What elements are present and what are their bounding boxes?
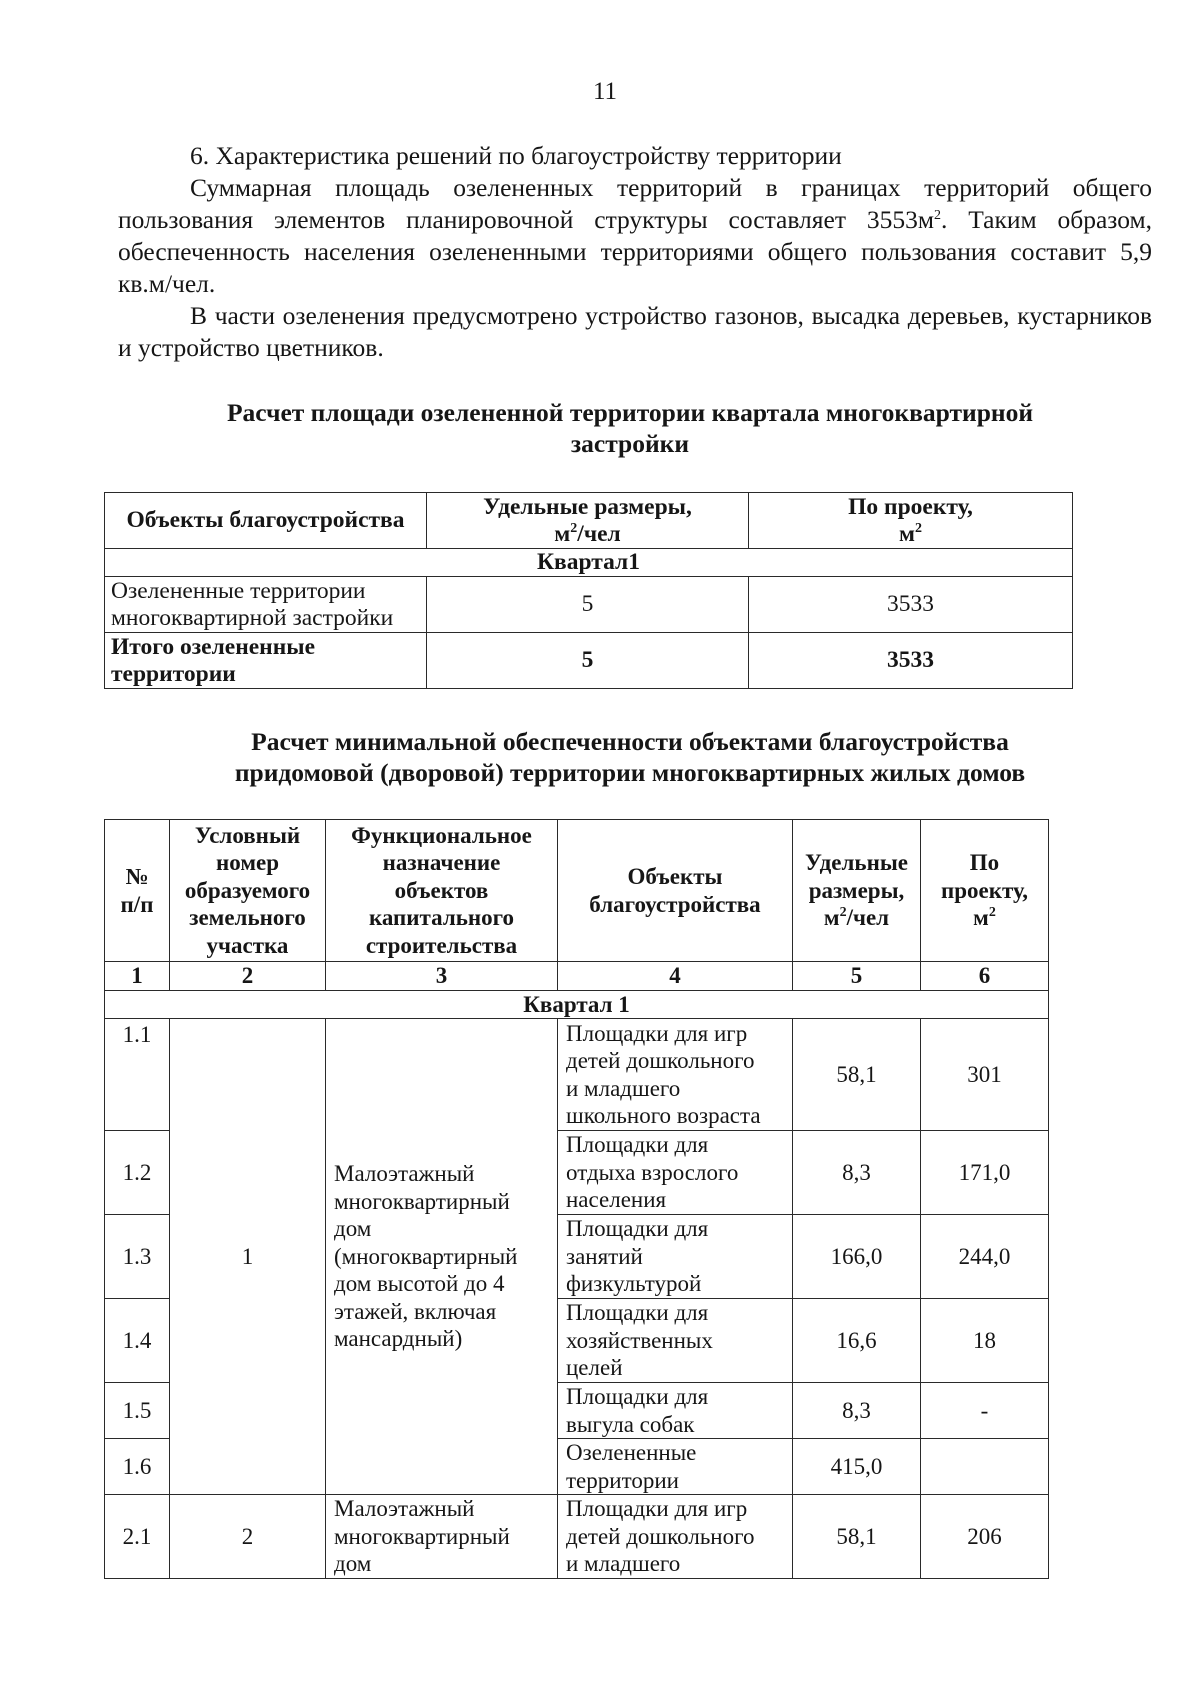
lot-number: 2 xyxy=(170,1495,326,1579)
table2-header-lot: Условный номер образуемого земельного участка xyxy=(170,820,326,962)
table1-header-row xyxy=(105,493,1073,549)
table-row: 1.6 Озелененные территории 415,0 xyxy=(105,1439,1049,1495)
table1-header-project: По проекту, $м^2$ xyxy=(749,493,1073,549)
table1-header-objects: Объекты благоустройства xyxy=(105,493,427,549)
paragraph-2: В части озеленения предусмотрено устройство газонов, высадка деревьев, кустарников и устройство цветников. xyxy=(118,301,1152,362)
greenery-area-table xyxy=(104,492,1073,689)
table1-header-specific: Удельные размеры, $м^2$/чел xyxy=(427,493,749,549)
function-cell: Малоэтажный многоквартирный дом (многоквартирный дом высотой до 4 этажей, включая мансардный) xyxy=(326,1019,558,1495)
table1-title: Расчет площади озелененной территории квартала многоквартирной застройки xyxy=(226,398,1034,458)
table2-header-objects: Объекты благоустройства xyxy=(558,820,793,962)
table-row: 1.1 1 Малоэтажный многоквартирный дом (многоквартирный дом высотой до 4 этажей, включая мансардный) Площадки для игр детей дошкольного и младшего школьного возраста 58,1 301 xyxy=(105,1019,1049,1131)
table-row: 1.5 Площадки для выгула собак 8,3 - xyxy=(105,1383,1049,1439)
section-heading: 6. Характеристика решений по благоустройству территории xyxy=(190,141,842,170)
table2-header-specific: Удельные размеры, $м^2$/чел xyxy=(793,820,921,962)
table2-title: Расчет минимальной обеспеченности объектами благоустройства придомовой (дворовой) территории многоквартирных жилых домов xyxy=(234,727,1026,787)
table-row: 1.2 Площадки для отдыха взрослого населения 8,3 171,0 xyxy=(105,1131,1049,1215)
table-row: 2.1 2 Малоэтажный многоквартирный дом Площадки для игр детей дошкольного и младшего 58,1 206 xyxy=(105,1495,1049,1579)
table2-group-row: Квартал 1 xyxy=(105,990,1049,1019)
function-cell: Малоэтажный многоквартирный дом xyxy=(326,1495,558,1579)
yard-facilities-table xyxy=(104,819,1049,1579)
page-number: 11 xyxy=(592,78,618,105)
table-row: Озелененные территории многоквартирной застройки 5 3533 xyxy=(105,577,1073,633)
table1-group-row: Квартал1 xyxy=(105,549,1073,577)
section-text xyxy=(118,140,1152,364)
table2-header-function: Функциональное назначение объектов капитального строительства xyxy=(326,820,558,962)
table-row: 1.3 Площадки для занятий физкультурой 166,0 244,0 xyxy=(105,1215,1049,1299)
lot-number: 1 xyxy=(170,1019,326,1495)
table2-header-project: По проекту, $м^2$ xyxy=(921,820,1049,962)
table-row-total: Итого озелененные территории 5 3533 xyxy=(105,633,1073,689)
table2-column-numbers: 1 2 3 4 5 6 xyxy=(105,962,1049,991)
table-row: 1.4 Площадки для хозяйственных целей 16,6 18 xyxy=(105,1299,1049,1383)
table2-header-num: № п/п xyxy=(105,820,170,962)
paragraph-1: Суммарная площадь озелененных территорий в границах территорий общего пользования элементов планировочной структуры составляет $3553м^2$. Таким образом, обеспеченность населения озелененными территориями общего пользования составит 5,9 кв.м/чел. xyxy=(118,173,1152,298)
table2-header-row xyxy=(105,820,1049,962)
